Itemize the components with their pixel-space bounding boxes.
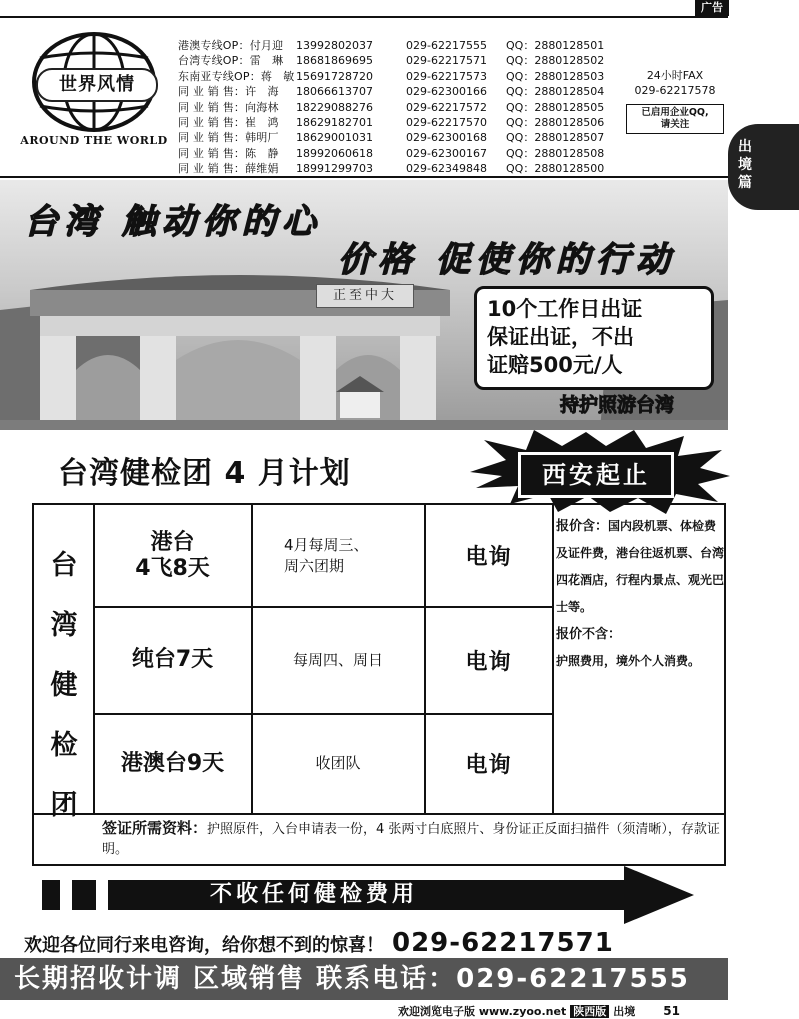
passport-slogan: 持护照游台湾	[560, 394, 675, 416]
contact-mobile: 18681869695	[296, 54, 373, 68]
table-row-route: 港澳台9天	[120, 750, 225, 776]
contact-qq: QQ：2880128502	[506, 54, 605, 68]
fax-number: 029-62217578	[634, 84, 716, 97]
contact-phone: 029-62349848	[406, 162, 487, 176]
contact-phone: 029-62300166	[406, 85, 487, 99]
contact-role: 同 业 销 售：向海林	[178, 100, 279, 114]
contact-qq: QQ：2880128504	[506, 85, 605, 99]
visa-label: 签证所需资料：	[102, 819, 208, 837]
gate-sign: 正至中大	[316, 284, 414, 308]
date-line: 4月每周三、	[284, 535, 369, 554]
contact-row	[178, 53, 618, 68]
contact-role: 同 业 销 售：陈 静	[178, 146, 279, 160]
date-line: 周六团期	[284, 556, 345, 575]
vertical-title-char: 湾	[50, 610, 78, 641]
departure-badge: 西安起止	[518, 452, 674, 498]
contact-mobile: 18629001031	[296, 131, 373, 145]
recruit-bar: 长期招收计调 区域销售 联系电话：029-62217555	[0, 958, 728, 1000]
contact-qq: QQ：2880128507	[506, 131, 605, 145]
footer-site: 欢迎浏览电子版 www.zyoo.net	[398, 1005, 567, 1018]
guarantee-bubble	[474, 286, 714, 390]
price-includes	[556, 513, 724, 675]
table-divider	[552, 505, 554, 814]
contact-role: 港澳专线OP：付月迎	[178, 39, 284, 52]
plan-title: 台湾健检团 4 月计划	[58, 456, 351, 491]
contact-row	[178, 161, 618, 176]
table-row-dates	[252, 505, 424, 606]
contact-phone: 029-62217572	[406, 100, 487, 114]
contact-row	[178, 69, 618, 84]
contact-row	[178, 146, 618, 161]
slogan-1: 台湾 触动你的心	[24, 202, 322, 242]
side-tab-label: 出境篇	[738, 139, 752, 191]
visa-requirements	[102, 818, 722, 860]
welcome-line	[24, 928, 724, 958]
contact-mobile: 18066613707	[296, 85, 373, 99]
contact-mobile: 13992802037	[296, 39, 373, 52]
arrow-text: 不收任何健检费用	[210, 882, 419, 907]
contact-list	[178, 38, 618, 177]
table-row-price: 电询	[465, 649, 512, 675]
contact-role: 同 业 销 售：崔 鸿	[178, 116, 279, 130]
contact-mobile: 18629182701	[296, 116, 373, 130]
excludes-label: 报价不含：	[556, 627, 622, 642]
table-row-route	[94, 505, 251, 606]
contact-qq: QQ：2880128503	[506, 69, 605, 83]
contact-qq: QQ：2880128505	[506, 100, 605, 114]
logo-brand: 世界风情	[36, 68, 158, 102]
contact-mobile: 18992060618	[296, 146, 373, 160]
vertical-title-char: 检	[50, 730, 78, 761]
contact-row	[178, 84, 618, 99]
contact-row	[178, 115, 618, 130]
contact-phone: 029-62217571	[406, 54, 487, 68]
guarantee-line: 证赔500元/人	[487, 353, 623, 377]
logo	[14, 30, 174, 150]
header-rule	[0, 176, 728, 178]
contact-row	[178, 38, 618, 53]
top-rule	[0, 16, 728, 18]
contact-qq: QQ：2880128501	[506, 39, 605, 52]
page-number: 51	[663, 1004, 680, 1018]
excludes-text: 护照费用，境外个人消费。	[556, 654, 701, 668]
vertical-title-char: 团	[50, 790, 78, 821]
itinerary-table	[32, 503, 726, 866]
fax-label: 24小时FAX	[646, 69, 704, 82]
contact-phone: 029-62217573	[406, 69, 487, 83]
qq-note-line1: 已启用企业QQ,	[641, 107, 709, 118]
vertical-title-char: 健	[50, 670, 78, 701]
contact-phone: 029-62217570	[406, 116, 487, 130]
footer-region: 陕西版	[570, 1005, 609, 1018]
contact-phone: 029-62217555	[406, 39, 487, 52]
route-line: 港台	[150, 529, 195, 555]
arrow-blocks	[42, 880, 142, 910]
welcome-text: 欢迎各位同行来电咨询，给你想不到的惊喜！	[24, 935, 384, 956]
contact-row	[178, 100, 618, 115]
contact-role: 同 业 销 售：薛维娟	[178, 162, 279, 176]
side-tab	[728, 124, 799, 210]
contact-mobile: 18229088276	[296, 100, 373, 114]
route-line: 4飞8天	[135, 555, 210, 581]
contact-role: 同 业 销 售：许 海	[178, 85, 279, 99]
vertical-title	[34, 505, 94, 821]
guarantee-line: 10个工作日出证	[487, 297, 643, 321]
contact-role: 东南亚专线OP：蒋 敏	[178, 69, 295, 83]
contact-qq: QQ：2880128506	[506, 116, 605, 130]
welcome-phone: 029-62217571	[392, 928, 614, 958]
visa-text: 护照原件，入台申请表一份，4 张两寸白底照片、身份证正反面扫描件（须清晰），存款证明。	[102, 822, 720, 857]
includes-text: 国内段机票、体检费及证件费，港台往返机票、台湾四花酒店，行程内景点、观光巴士等。	[556, 519, 725, 614]
table-row-price: 电询	[465, 545, 512, 570]
contact-role: 同 业 销 售：韩明厂	[178, 131, 279, 145]
includes-label: 报价含：	[556, 519, 609, 534]
contact-row	[178, 130, 618, 145]
contact-mobile: 18991299703	[296, 162, 373, 176]
guarantee-line: 保证出证，不出	[487, 325, 634, 349]
logo-english: AROUND THE WORLD	[20, 134, 168, 147]
ad-tag: 广告	[695, 0, 729, 16]
slogan-2: 价格 促使你的行动	[338, 240, 676, 280]
contact-qq: QQ：2880128508	[506, 146, 605, 160]
table-row-route: 纯台7天	[131, 647, 214, 672]
vertical-title-char: 台	[50, 550, 78, 581]
table-row-dates: 收团队	[315, 754, 361, 772]
table-row-dates: 每周四、周日	[292, 650, 383, 669]
qq-note-line2: 请关注	[660, 119, 690, 130]
contact-qq: QQ：2880128500	[506, 162, 605, 176]
contact-phone: 029-62300168	[406, 131, 487, 145]
table-row-price: 电询	[465, 753, 512, 778]
contact-phone: 029-62300167	[406, 146, 487, 160]
table-divider	[34, 813, 724, 815]
footer-section: 出境	[613, 1005, 636, 1018]
banner	[0, 180, 728, 430]
fax-block	[622, 68, 728, 98]
contact-role: 台湾专线OP：雷 琳	[178, 54, 284, 68]
qq-note	[626, 104, 724, 134]
contact-mobile: 15691728720	[296, 69, 373, 83]
